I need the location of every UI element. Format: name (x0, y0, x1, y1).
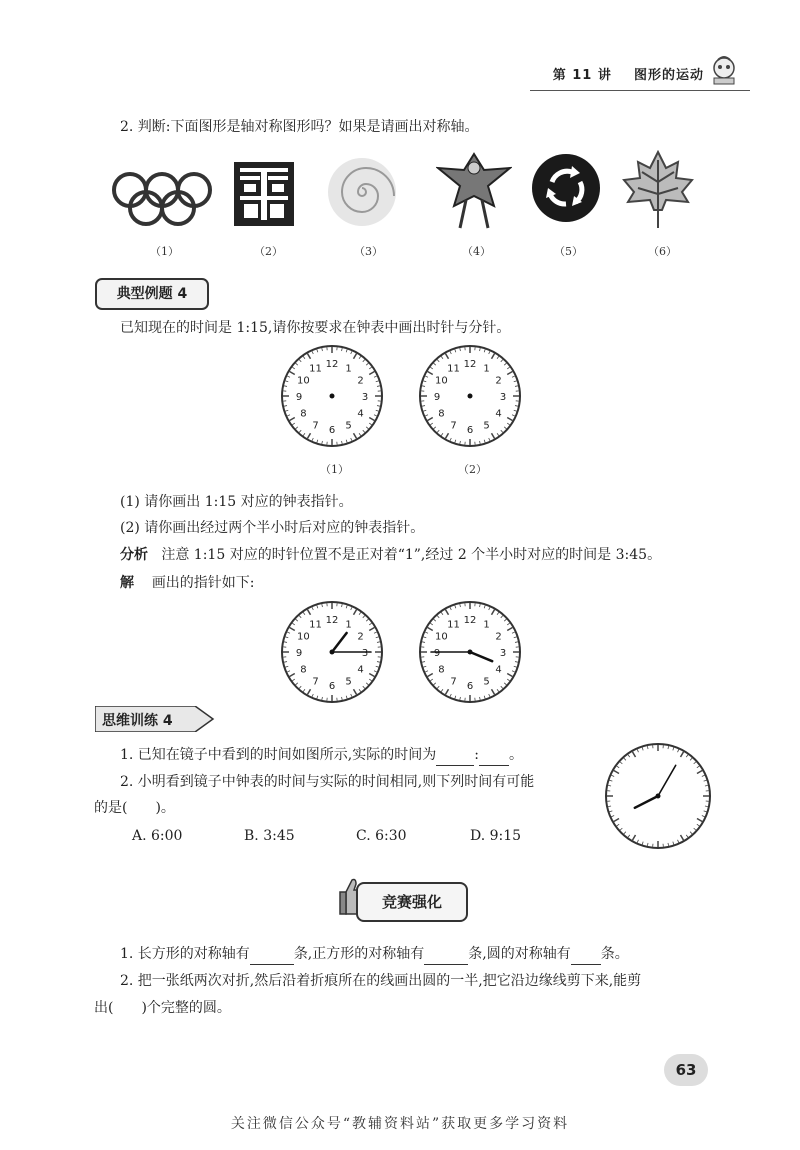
clock-number-12: 12 (325, 359, 339, 370)
clock-number-7: 7 (450, 420, 457, 432)
analysis-label: 分析 (120, 547, 148, 563)
figure-caption-4: （4） (462, 245, 491, 258)
clock-center-dot (468, 650, 473, 655)
clock-number-7: 7 (312, 420, 319, 432)
clock-caption-1: （1） (320, 463, 349, 476)
cartoon-student-icon (708, 54, 740, 86)
option-c: C. 6:30 (356, 828, 407, 844)
clock-number-9: 9 (295, 648, 303, 659)
clock-number-2: 2 (357, 631, 364, 643)
rectangle-axes-blank[interactable] (250, 944, 294, 965)
training-question-2a: 2. 小明看到镜子中钟表的时间与实际的时间相同,则下列时间有可能 (120, 774, 535, 790)
figure-caption-1: （1） (150, 245, 179, 258)
clock-number-5: 5 (345, 676, 352, 688)
clock-number-11: 11 (447, 363, 460, 375)
clock-number-10: 10 (297, 375, 310, 387)
spiral-figure (326, 156, 398, 228)
sub-question-2: (2) 请你画出经过两个半小时后对应的钟表指针。 (120, 520, 425, 536)
competition-question-1 (120, 944, 629, 965)
clock-number-9: 9 (295, 392, 303, 403)
clock-number-1: 1 (483, 619, 490, 631)
clock-number-12: 12 (463, 615, 477, 626)
clock-number-5: 5 (483, 676, 490, 688)
clock-number-11: 11 (309, 363, 322, 375)
lecture-number: 第 11 讲 (552, 68, 612, 83)
clock-number-4: 4 (357, 664, 364, 676)
training-q1-text: 1. 已知在镜子中看到的时间如图所示,实际的时间为 (120, 747, 437, 763)
footer-note: 关注微信公众号“教辅资料站”获取更多学习资料 (230, 1116, 570, 1132)
comp-q1-text-d: 条。 (600, 946, 629, 962)
training-question-2b: 的是( )。 (94, 800, 175, 816)
clock-number-12: 12 (325, 615, 339, 626)
clock-number-9: 9 (433, 648, 441, 659)
sub-question-1: (1) 请你画出 1:15 对应的钟表指针。 (120, 494, 353, 510)
kite-figure (436, 150, 512, 230)
analysis-text: 注意 1:15 对应的时针位置不是正对着“1”,经过 2 个半小时对应的时间是 3:45。 (161, 547, 662, 563)
clock-number-8: 8 (300, 664, 307, 676)
clock-number-8: 8 (438, 664, 445, 676)
clock-center-dot (330, 650, 335, 655)
solution-label: 解 (120, 575, 134, 591)
option-d: D. 9:15 (470, 828, 522, 844)
chapter-header (553, 64, 704, 83)
clock-center-dot (330, 394, 335, 399)
comp-q1-text-c: 条,圆的对称轴有 (468, 946, 571, 962)
clock-number-10: 10 (435, 631, 448, 643)
roundabout-sign-figure (530, 152, 602, 224)
clock-number-3: 3 (361, 392, 369, 403)
analysis-line (120, 545, 661, 565)
clock-caption-2: （2） (458, 463, 487, 476)
clock-number-6: 6 (466, 425, 474, 436)
clock-number-2: 2 (495, 631, 502, 643)
hour-blank[interactable] (436, 745, 474, 766)
example-tag (95, 278, 209, 310)
clock-number-3: 3 (499, 392, 507, 403)
maple-leaf-figure (622, 150, 694, 230)
clock-number-4: 4 (495, 408, 502, 420)
clock-number-9: 9 (433, 392, 441, 403)
clock-number-7: 7 (450, 676, 457, 688)
option-b: B. 3:45 (244, 828, 295, 844)
comp-q1-text-a: 1. 长方形的对称轴有 (120, 946, 250, 962)
circle-axes-blank[interactable] (571, 944, 601, 965)
competition-tag (356, 882, 468, 922)
clock-number-11: 11 (309, 619, 322, 631)
clock-number-11: 11 (447, 619, 460, 631)
clock-number-3: 3 (499, 648, 507, 659)
example-tag-label: 典型例题 4 (116, 286, 188, 302)
question-2-text: 2. 判断:下面图形是轴对称图形吗？如果是请画出对称轴。 (120, 119, 479, 135)
competition-tag-label: 竞赛强化 (381, 893, 442, 911)
solution-line (120, 573, 255, 593)
blank-clock-1 (280, 344, 384, 448)
square-axes-blank[interactable] (424, 944, 468, 965)
clock-number-6: 6 (328, 681, 336, 692)
comp-q1-text-b: 条,正方形的对称轴有 (293, 946, 425, 962)
page-number: 63 (664, 1054, 708, 1086)
clock-number-12: 12 (463, 359, 477, 370)
clock-number-8: 8 (300, 408, 307, 420)
competition-question-2a: 2. 把一张纸两次对折,然后沿着折痕所在的线画出圆的一半,把它沿边缘线剪下来,能剪 (120, 973, 642, 989)
clock-number-10: 10 (435, 375, 448, 387)
option-a: A. 6:00 (132, 828, 183, 844)
figure-caption-6: （6） (648, 245, 677, 258)
figure-caption-3: （3） (354, 245, 383, 258)
figure-caption-2: （2） (254, 245, 283, 258)
clock-number-2: 2 (495, 375, 502, 387)
double-happiness-papercut-figure (232, 160, 296, 228)
example-prompt: 已知现在的时间是 1:15,请你按要求在钟表中画出时针与分针。 (120, 320, 511, 336)
header-rule (530, 90, 750, 91)
clock-number-5: 5 (345, 420, 352, 432)
answer-clock-1-15 (280, 600, 384, 704)
competition-question-2b: 出( )个完整的圆。 (94, 1000, 231, 1016)
time-separator: : (474, 747, 479, 763)
clock-center-dot (468, 394, 473, 399)
clock-number-10: 10 (297, 631, 310, 643)
clock-number-7: 7 (312, 676, 319, 688)
clock-number-3: 3 (361, 648, 369, 659)
answer-clock-3-45 (418, 600, 522, 704)
clock-center-dot (656, 794, 661, 799)
solution-text: 画出的指针如下: (151, 575, 255, 591)
figure-caption-5: （5） (554, 245, 583, 258)
mirror-clock (604, 742, 712, 850)
lecture-topic: 图形的运动 (633, 68, 704, 83)
clock-number-6: 6 (328, 425, 336, 436)
clock-number-8: 8 (438, 408, 445, 420)
clock-number-1: 1 (483, 363, 490, 375)
clock-number-4: 4 (357, 408, 364, 420)
training-q1-end: 。 (508, 747, 523, 763)
training-tag-label: 思维训练 4 (102, 713, 173, 729)
clock-number-1: 1 (345, 619, 352, 631)
olympic-rings-figure (110, 168, 214, 232)
training-question-1 (120, 745, 523, 766)
clock-number-6: 6 (466, 681, 474, 692)
clock-number-2: 2 (357, 375, 364, 387)
minute-blank[interactable] (479, 745, 509, 766)
clock-number-5: 5 (483, 420, 490, 432)
clock-number-4: 4 (495, 664, 502, 676)
blank-clock-2 (418, 344, 522, 448)
clock-number-1: 1 (345, 363, 352, 375)
